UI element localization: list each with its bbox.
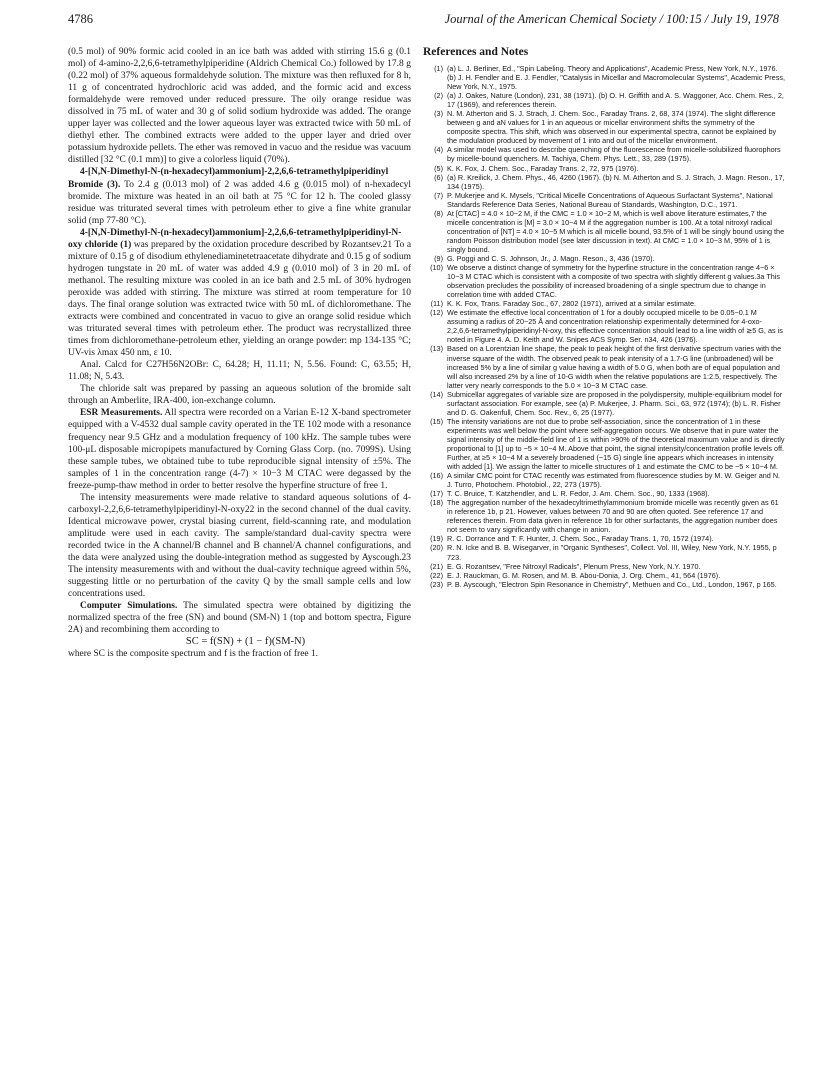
reference-item: [423, 109, 785, 145]
reference-text: N. M. Atherton and S. J. Strach, J. Chem. Soc., Faraday Trans. 2, 68, 374 (1974). The slight difference between g and aN values for 1 in an aqueous or micellar environment shifts the symmetry of the composite spectra. This shift, which was observed in our experimental spectra, cannot be explained by the modulation produced by movement of 1 into and out of the micellar environment.: [447, 109, 777, 146]
reference-number: (23): [430, 579, 443, 589]
reference-item: [423, 91, 785, 109]
paragraph: (0.5 mol) of 90% formic acid cooled in an ice bath was added with stirring 15.6 g (0.1 mol) of 4-amino-2,2,6,6-tetramethylpiperidine (Aldrich Chemical Co.) followed by 17.8 g (0.22 mol) of 37% aqueous formaldehyde solution. The mixture was then refluxed for 8 h, 11 g of concentrated hydrochloric acid was added, and the formic acid and excess formaldehyde were removed under reduced pressure. The oily orange residue was dissolved in 75 mL of water and 30 g of solid sodium hydroxide was added. The orange upper layer was collected and the lower aqueous layer was extracted twice with 50 mL of diethyl ether. The combined extracts were added to the upper layer and dried over potassium hydroxide pellets. The ether was removed in vacuo and the residue was vacuum distilled [32 °C (0.1 mm)] to give a colorless liquid (70%).: [68, 47, 411, 166]
reference-text: G. Poggi and C. S. Johnson, Jr., J. Magn. Reson., 3, 436 (1970).: [447, 253, 655, 263]
reference-text: R. N. Icke and B. B. Wisegarver, in "Organic Syntheses", Collect. Vol. III, Wiley, New York, N.Y. 1955, p 723.: [447, 543, 777, 562]
reference-text: T. C. Bruice, T. Katzhendler, and L. R. Fedor, J. Am. Chem. Soc., 90, 1333 (1968).: [447, 489, 710, 499]
reference-text: E. G. Rozantsev, "Free Nitroxyl Radicals", Plenum Press, New York, N.Y. 1970.: [447, 561, 701, 571]
composite-spectrum-formula: SC = f(SN) + (1 − f)(SM-N): [185, 636, 306, 648]
reference-text: We estimate the effective local concentration of 1 for a doubly occupied micelle to be 0.05−0.1 M assuming a radius of 20−25 Å and concentration relationship experimentally determined for 4-oxo-2,2,6,6-tetramethylpiperidinyl-N-oxy, this effective concentration should lead to a line width of ≳5 G, as is noted in Figure 4. A. D. Keith and W. Snipes ACS Symp. Ser. n34, 426 (1976).: [447, 308, 783, 345]
reference-item: [423, 191, 785, 209]
reference-text: (a) R. Kreilick, J. Chem. Phys., 46, 4260 (1967). (b) N. M. Atherton and S. J. Strach, J. Magn. Reson., 17, 134 (1975).: [447, 172, 785, 191]
paragraph-text: To 2.4 g (0.013 mol) of 2 was added 4.6 g (0.015 mol) of n-hexadecyl bromide. The mixture was heated in an oil bath at 75 °C for 12 h. The cooled glassy residue was triturated several times with petroleum ether to give a fine white granular solid (mp 77-80 °C).: [68, 179, 411, 226]
reference-list: [423, 64, 785, 589]
reference-number: (12): [430, 308, 443, 318]
paragraph: [68, 407, 411, 491]
paragraph: The chloride salt was prepared by passing an aqueous solution of the bromide salt through an Amberlite, IRA-400, ion-exchange column.: [68, 384, 411, 407]
reference-item: [423, 299, 785, 308]
subheading: ESR Measurements.: [80, 408, 163, 419]
paragraph-text: The simulated spectra were obtained by digitizing the normalized spectra of the free (SN) and bound (SM-N) 1 (top and bottom spectra, Figure 2A) and recombining them according to: [68, 601, 411, 636]
paragraph-text: was prepared by the oxidation procedure described by Rozantsev.21 To a mixture of 0.15 g of disodium ethylenediaminetetraacetate dihydrate and 0.15 g of sodium hydrogen tungstate in 20 mL of water was added 4.9 g (0.010 mol) of 3 in 20 mL of methanol. The resulting mixture was cooled in an ice bath and 2.5 mL of 30% hydrogen peroxide was added with stirring. The mixture was stirred at room temperature for 10 days. The final orange solution was extracted twice with 50 mL of dichloromethane. The extracts were combined and concentrated in vacuo to give an orange solid residue which was triturated several times with petroleum ether. The product was recrystallized three times from dichloromethane-petroleum ether, yielding an orange powder: mp 134-135 °C; UV-vis λmax 450 nm, ε 10.: [68, 239, 412, 359]
reference-item: [423, 308, 785, 344]
page-number: 4786: [68, 12, 93, 26]
reference-text: The intensity variations are not due to probe self-association, since the concentration of 1 in these experiments was well below the point where self-aggregation occurs. We observe that in pure water the signal intensity of the middle-field line of 1 is within >90% of the theoretical maximum value and is directly proportional to [1] up to ~5 × 10−4 M. Above that point, the signal intensity/concentration profile levels off. Further, at ≥5 × 10−4 M a severely broadened (~15 G) single line appears which increases in intensity with added [1]. We assign the latter to micelle structures of 1 and estimate the CMC to be ~5 × 10−4 M.: [447, 416, 785, 472]
reference-number: (17): [430, 489, 443, 499]
reference-number: (19): [430, 534, 443, 544]
running-head: Journal of the American Chemical Society / 100:15 / July 19, 1978: [444, 12, 779, 26]
reference-number: (8): [434, 208, 443, 218]
reference-number: (7): [434, 190, 443, 200]
reference-item: [423, 562, 785, 571]
reference-text: R. C. Dorrance and T. F. Hunter, J. Chem. Soc., Faraday Trans. 1, 70, 1572 (1974).: [447, 534, 714, 544]
paragraph: [68, 166, 411, 226]
reference-text: At [CTAC] = 4.0 × 10−2 M, if the CMC = 1.0 × 10−2 M, which is well above literature estimates,7 the micelle concentration is [M] = 3.0 × 10−4 M if the aggregation number is 100. At a total nitroxyl radical concentration of [NT] = 4.0 × 10−5 M which is all micelle bound, 93.5% of 1 will be singly bound using the random Poisson distribution model (see later discussion in text). At CMC = 1.0 × 10−3 M, 95% of 1 is singly bound.: [447, 208, 785, 254]
subheading: 4-[N,N-Dimethyl-N-(n-hexadecyl)ammonium]-2,2,6,6-tetramethylpiperidinyl-N-oxy chloride (1): [68, 227, 402, 250]
reference-number: (11): [430, 299, 443, 309]
reference-text: A similar CMC point for CTAC recently was estimated from fluorescence studies by M. W. Geiger and N. J. Turro, Photochem. Photobiol., 22, 273 (1975).: [447, 471, 781, 490]
reference-text: P. Mukerjee and K. Mysels, "Critical Micelle Concentrations of Aqueous Surfactant Systems", National Standards Reference Data Series, National Bureau of Standards, Washington, D.C., 1971.: [447, 190, 773, 209]
reference-number: (3): [434, 109, 443, 119]
reference-item: [423, 489, 785, 498]
reference-text: Based on a Lorentzian line shape, the peak to peak height of the first derivative spectrum varies with the inverse square of the width. The observed peak to peak intensity of a 1.7-G line (unbroadened) will be increased 5% by a line of similar g value having a width of 5.0 G, when both are of equal population and will also increased 2% by a line of 10-G width when the relative populations are 1:2.5, respectively. The latter very nearly corresponds to the 5.0 × 10−3 M CTAC case.: [447, 344, 782, 390]
paragraph: The intensity measurements were made relative to standard aqueous solutions of 4-carboxyl-2,2,6,6-tetramethylpiperidinyl-N-oxy22 in the second channel of the dual cavity. Identical microwave power, crystal biasing current, field-scanning rate, and modulation amplitude were used in each cavity. The sample/standard dual-cavity spectra were recorded twice in the A channel/B channel and B channel/A channel configurations, and the data were analyzed using the double-integration method as suggested by Ayscough.23 The intensity measurements with and without the dual-cavity technique agreed within 5%, suggesting little or no perturbation of the cavity Q by the small sample cells and low concentrations used.: [68, 492, 411, 600]
paragraph: Anal. Calcd for C27H56N2OBr: C, 64.28; H, 11.11; N, 5.56. Found: C, 63.55; H, 11.08; N, 5.43.: [68, 360, 411, 383]
reference-item: [423, 417, 785, 471]
subheading: Computer Simulations.: [80, 601, 178, 612]
reference-number: (1): [434, 64, 443, 73]
reference-text: Submicellar aggregates of variable size are proposed in the polydispersity, multiple-equilibrium model for surfactant association. For example, see (a) P. Mukerjee, J. Pharm. Sci., 63, 972 (1974); (b) L. R. Fisher and D. G. Oakenfull, Chem. Soc. Rev., 6, 25 (1977).: [447, 389, 783, 417]
paragraph: where SC is the composite spectrum and f is the fraction of free 1.: [68, 649, 319, 660]
reference-number: (4): [434, 145, 443, 155]
reference-text: We observe a distinct change of symmetry for the hyperfine structure in the concentration range 4−6 × 10−3 M CTAC which is consistent with a composite of two spectra with slightly different g values.3a This observation precludes the possibility of increased broadening of a single spectrum due to change in correlation time with added CTAC.: [447, 263, 781, 300]
paragraph: [68, 227, 411, 360]
reference-number: (21): [430, 561, 443, 571]
reference-number: (15): [430, 416, 443, 426]
paragraph-text: All spectra were recorded on a Varian E-12 X-band spectrometer equipped with a V-4532 dual sample cavity operated in the TE 102 mode with a resonance frequency near 9.5 GHz and a modulation frequency of 100 kHz. The sample tubes were 100-μL disposable micropipets manufactured by Corning Glass Corp. (no. 7099S). Using these sample tubes, we obtained tube to tube reproducible signal intensity of ±5%. The samples of 1 in the concentration range (4-7) × 10−3 M CTAC were degassed by the freeze-pump-thaw method in order to better resolve the hyperfine structure of free 1.: [68, 408, 411, 491]
reference-item: [423, 344, 785, 389]
reference-text: P. B. Ayscough, "Electron Spin Resonance in Chemistry", Methuen and Co., Ltd., London, 1967, p 165.: [447, 579, 777, 589]
reference-item: [423, 471, 785, 489]
reference-number: (5): [434, 163, 443, 173]
reference-item: [423, 173, 785, 191]
references-heading: References and Notes: [423, 46, 529, 58]
reference-item: [423, 498, 785, 534]
reference-item: [423, 164, 785, 173]
reference-item: [423, 580, 785, 589]
reference-item: [423, 64, 785, 91]
reference-number: (14): [430, 389, 443, 399]
reference-number: (6): [434, 172, 443, 182]
reference-text: A similar model was used to describe quenching of the fluorescence from micelle-solubilized fluorophors by micelle-bound quenchers. M. Tachiya, Chem. Phys. Lett., 33, 289 (1975).: [447, 145, 781, 164]
paragraph: [68, 600, 411, 636]
reference-number: (22): [430, 570, 443, 580]
reference-text: The aggregation number of the hexadecyltrimethylammonium bromide micelle was recently given as 61 in reference 1b, p 21. However, values between 70 and 90 are often quoted. See reference 17 and references therein. From data given in reference 1b for other surfactants, the aggregation number does not seem to vary significantly with change in anion.: [447, 498, 779, 535]
reference-item: [423, 209, 785, 254]
reference-number: (10): [430, 263, 443, 273]
references-column: [423, 46, 785, 589]
reference-item: [423, 390, 785, 417]
reference-text: K. K. Fox, Trans. Faraday Soc., 67, 2802 (1971), arrived at a similar estimate.: [447, 299, 697, 309]
reference-item: [423, 534, 785, 543]
reference-number: (20): [430, 543, 443, 553]
experimental-column: [68, 46, 411, 660]
reference-text: (a) J. Oakes, Nature (London), 231, 38 (1971). (b) O. H. Griffith and A. S. Waggoner, Acc. Chem. Res., 2, 17 (1969), and references therein.: [447, 91, 784, 110]
reference-number: (13): [430, 344, 443, 354]
reference-item: [423, 571, 785, 580]
reference-number: (2): [434, 91, 443, 101]
reference-item: [423, 263, 785, 299]
reference-number: (18): [430, 498, 443, 508]
subheading: 4-[N,N-Dimethyl-N-(n-hexadecyl)ammonium]-2,2,6,6-tetramethylpiperidinyl Bromide (3).: [68, 167, 389, 190]
reference-item: [423, 145, 785, 163]
reference-text: (a) L. J. Berliner, Ed., "Spin Labeling. Theory and Applications", Academic Press, New York, N.Y., 1976. (b) J. H. Fendler and E. J. Fendler, "Catalysis in Micellar and Macromolecular Systems", Academic Press, New York, N.Y., 1975.: [447, 64, 785, 92]
reference-text: E. J. Rauckman, G. M. Rosen, and M. B. Abou-Donia, J. Org. Chem., 41, 564 (1976).: [447, 570, 721, 580]
reference-item: [423, 543, 785, 561]
reference-text: K. K. Fox, J. Chem. Soc., Faraday Trans. 2, 72, 975 (1976).: [447, 163, 639, 173]
reference-number: (9): [434, 253, 443, 263]
reference-number: (16): [430, 471, 443, 481]
reference-item: [423, 254, 785, 263]
